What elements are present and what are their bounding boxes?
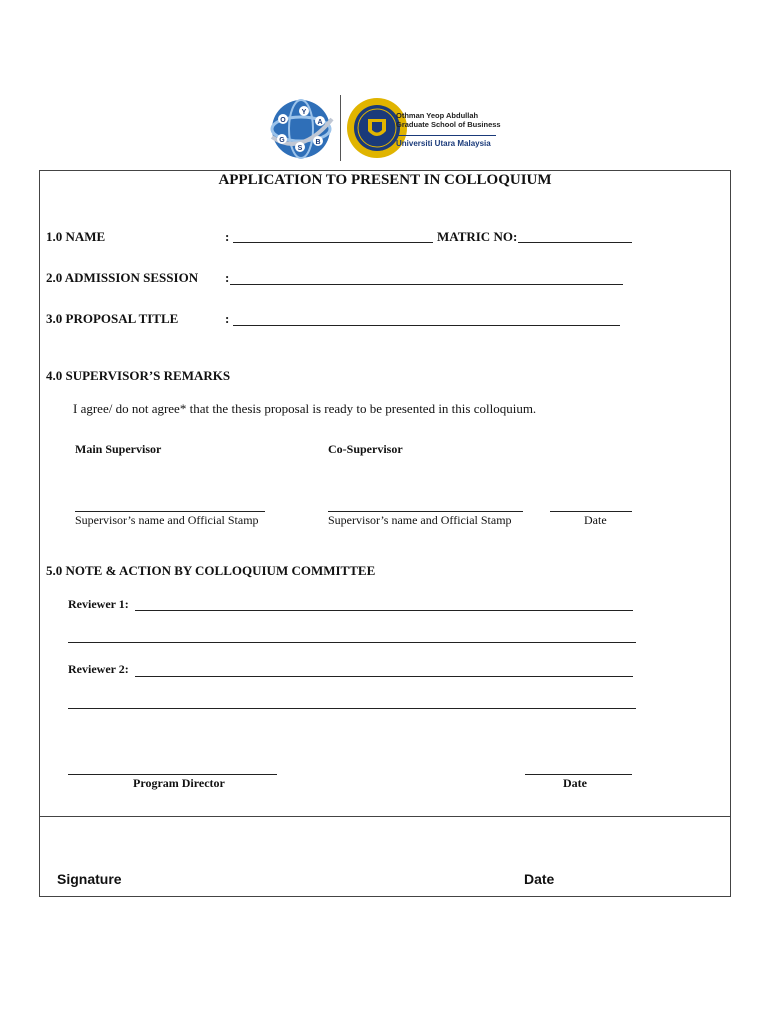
session-colon: : xyxy=(225,270,230,285)
co-supervisor-caption: Supervisor’s name and Official Stamp xyxy=(328,513,512,527)
session-field[interactable] xyxy=(230,284,623,285)
logo-text-block xyxy=(396,111,501,148)
supervisor-remarks-heading: 4.0 SUPERVISOR’S REMARKS xyxy=(46,368,231,383)
globe-letter: S xyxy=(297,145,303,152)
session-label: 2.0 ADMISSION SESSION xyxy=(46,270,199,285)
name-label: 1.0 NAME xyxy=(46,229,106,244)
co-supervisor-signature-field[interactable] xyxy=(328,511,523,512)
matric-field[interactable] xyxy=(518,242,632,243)
supervisor-date-caption: Date xyxy=(584,513,607,527)
proposal-field[interactable] xyxy=(233,325,620,326)
globe-letter: G xyxy=(279,137,285,144)
reviewer-1-label: Reviewer 1: xyxy=(68,597,129,611)
globe-letter: A xyxy=(317,119,323,126)
reviewer-2-field-line-2[interactable] xyxy=(68,708,636,709)
main-supervisor-signature-field[interactable] xyxy=(75,511,265,512)
reviewer-1-field-line-2[interactable] xyxy=(68,642,636,643)
footer-date-label: Date xyxy=(524,871,555,887)
oyagsb-globe-logo xyxy=(268,97,334,161)
director-date-field[interactable] xyxy=(525,774,632,775)
committee-heading: 5.0 NOTE & ACTION BY COLLOQUIUM COMMITTEE xyxy=(46,563,376,578)
name-colon: : xyxy=(225,229,230,244)
main-supervisor-caption: Supervisor’s name and Official Stamp xyxy=(75,513,259,527)
name-field[interactable] xyxy=(233,242,433,243)
agree-statement: I agree/ do not agree* that the thesis proposal is ready to be presented in this colloquium. xyxy=(73,401,537,416)
reviewer-2-label: Reviewer 2: xyxy=(68,662,129,676)
proposal-label: 3.0 PROPOSAL TITLE xyxy=(46,311,179,326)
director-date-caption: Date xyxy=(563,776,587,790)
globe-letter: Y xyxy=(301,109,307,116)
matric-label: MATRIC NO: xyxy=(437,229,518,244)
header-logo xyxy=(268,95,508,163)
logo-line-3: Universiti Utara Malaysia xyxy=(396,139,491,148)
logo-divider xyxy=(340,95,341,161)
globe-letter: B xyxy=(315,139,321,146)
logo-rule xyxy=(396,135,496,136)
program-director-caption: Program Director xyxy=(133,776,225,790)
program-director-signature-field[interactable] xyxy=(68,774,277,775)
signature-label: Signature xyxy=(57,871,122,887)
reviewer-2-field[interactable] xyxy=(135,676,633,677)
logo-line-2: Graduate School of Business xyxy=(396,120,501,129)
supervisor-date-field[interactable] xyxy=(550,511,632,512)
reviewer-1-field[interactable] xyxy=(135,610,633,611)
main-supervisor-label: Main Supervisor xyxy=(75,442,162,456)
form-title: APPLICATION TO PRESENT IN COLLOQUIUM xyxy=(218,172,552,188)
globe-letter: O xyxy=(280,117,286,124)
proposal-colon: : xyxy=(225,311,230,326)
co-supervisor-label: Co-Supervisor xyxy=(328,442,403,456)
frame-divider xyxy=(39,816,731,817)
logo-line-1: Othman Yeop Abdullah xyxy=(396,111,479,120)
